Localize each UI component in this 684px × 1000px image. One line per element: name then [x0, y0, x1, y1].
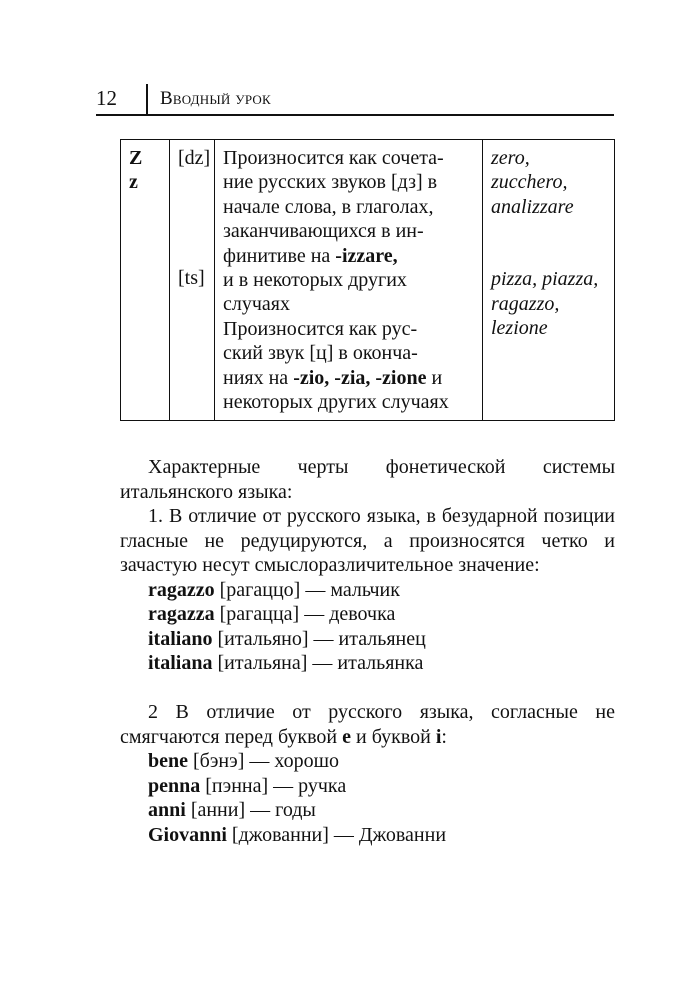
- desc-line: случаях: [223, 293, 290, 316]
- intro-paragraph: Характерные черты фонетической системы итальянского языка:: [120, 456, 615, 503]
- example-translation: [рагацца] — девочка: [214, 603, 396, 625]
- example-translation: [пэнна] — ручка: [200, 774, 347, 797]
- desc-line: Произносится как рус-: [223, 317, 418, 340]
- example-word: analizzare: [491, 195, 574, 218]
- letter-i: i: [435, 725, 442, 748]
- desc-line: Произносится как сочета-: [223, 147, 444, 169]
- desc-text: ниях на: [223, 366, 294, 389]
- description-cell: [215, 140, 483, 421]
- examples-spacer: [491, 219, 610, 267]
- example-word: penna: [148, 774, 201, 797]
- header-rule: [96, 114, 614, 116]
- desc-line: ние русских звуков [дз] в: [223, 171, 438, 194]
- example-word: zero,: [491, 147, 530, 169]
- point-2-text: и буквой: [351, 725, 436, 748]
- desc-line: ский звук [ц] в оконча-: [223, 342, 418, 365]
- desc-line: [223, 366, 478, 390]
- desc-text: финитиве на: [223, 244, 336, 267]
- example-word: lezione: [491, 317, 548, 340]
- example-word: ragazza: [148, 603, 215, 625]
- example-line: [120, 578, 615, 603]
- desc-line: начале слова, в глаголах,: [223, 195, 434, 218]
- suffix-zio-zia-zione: -zio, -zia, -zione: [293, 366, 427, 389]
- header-divider: [146, 84, 148, 114]
- example-line: [120, 774, 615, 799]
- desc-line: некоторых других случаях: [223, 391, 449, 414]
- ipa-ts: [ts]: [178, 267, 205, 290]
- example-line: [120, 627, 615, 652]
- example-line: [120, 651, 615, 676]
- body-text: [120, 455, 615, 847]
- example-word: anni: [148, 799, 186, 821]
- example-word: ragazzo: [148, 578, 215, 601]
- example-word: ragazzo,: [491, 292, 560, 315]
- letter-e: e: [342, 725, 352, 748]
- example-line: [120, 798, 615, 823]
- example-translation: [итальяно] — итальянец: [212, 627, 426, 650]
- example-translation: [анни] — годы: [185, 799, 316, 821]
- example-word: pizza, piazza,: [491, 268, 599, 291]
- example-translation: [бэнэ] — хорошо: [188, 750, 340, 772]
- ipa-spacer: [178, 170, 210, 218]
- page-number: 12: [96, 86, 117, 110]
- example-line: [120, 749, 615, 774]
- example-word: zucchero,: [491, 171, 568, 194]
- suffix-izzare: -izzare,: [335, 244, 398, 267]
- point-2-text: 2 В отличие от русского языка, согласные не смягчаются перед буквой: [120, 701, 615, 748]
- letter-lower: z: [129, 171, 138, 194]
- example-translation: [джованни] — Джованни: [226, 823, 447, 846]
- letter-cell: [121, 140, 170, 421]
- example-translation: [итальяна] — итальянка: [212, 652, 424, 674]
- desc-text: и: [426, 366, 443, 389]
- point-2-paragraph: [120, 700, 615, 749]
- point-1-paragraph: 1. В отличие от русского языка, в безударной позиции гласные не редуцируются, а произносятся четко и зачастую несут смыслоразличительное значение:: [120, 505, 615, 576]
- example-line: [120, 823, 615, 848]
- ipa-spacer: [178, 218, 210, 266]
- ipa-cell: [170, 140, 215, 421]
- example-translation: [рагаццо] — мальчик: [214, 578, 400, 601]
- example-line: [120, 602, 615, 627]
- examples-cell: [483, 140, 615, 421]
- example-word: bene: [148, 750, 188, 772]
- example-word: Giovanni: [148, 823, 227, 846]
- example-word: italiano: [148, 627, 213, 650]
- page-header: [96, 84, 614, 116]
- paragraph-gap: [120, 676, 615, 701]
- ipa-dz: [dz]: [178, 147, 211, 169]
- pronunciation-table: [120, 139, 615, 421]
- desc-line: заканчивающихся в ин-: [223, 220, 424, 243]
- point-2-text: :: [441, 725, 447, 748]
- table-row: [121, 140, 615, 421]
- letter-upper: Z: [129, 147, 143, 169]
- desc-line: [223, 244, 478, 268]
- example-word: italiana: [148, 652, 213, 674]
- desc-line: и в некоторых других: [223, 269, 407, 292]
- running-head: Вводный урок: [160, 88, 271, 109]
